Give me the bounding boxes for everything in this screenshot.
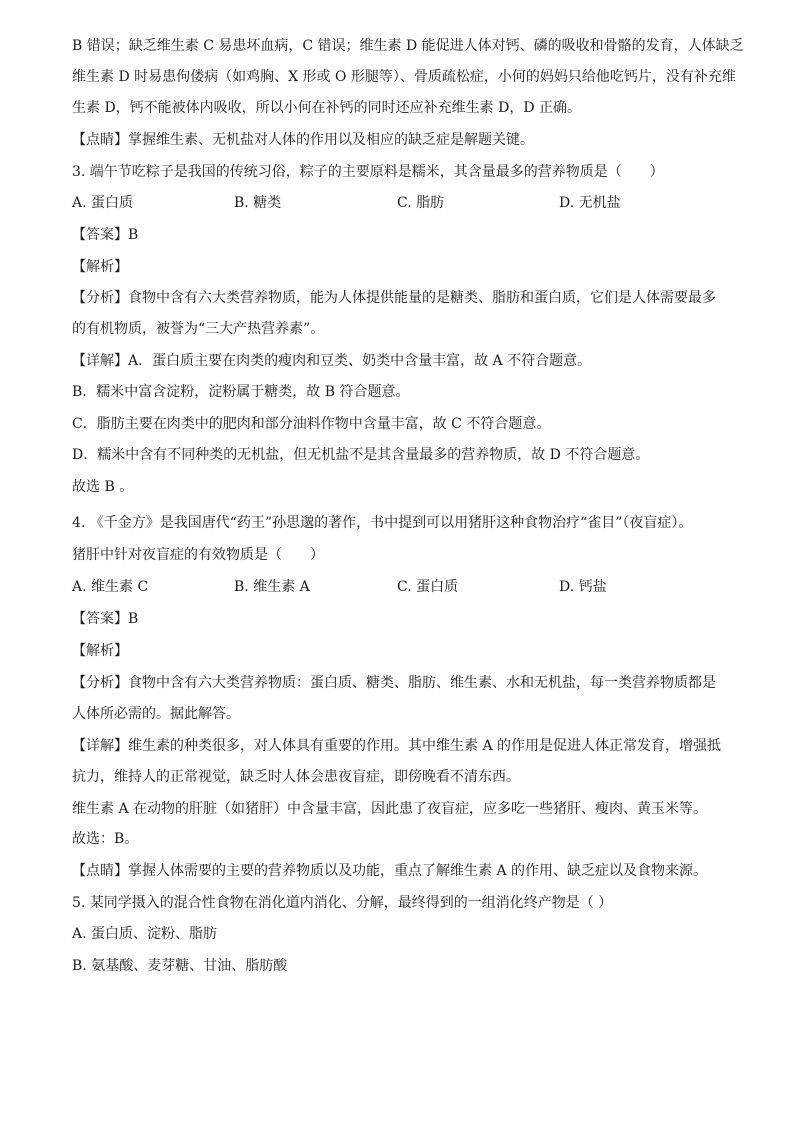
option-c: C. 蛋白质 xyxy=(397,579,459,595)
option-a: A. 蛋白质 xyxy=(72,195,134,211)
option-d: D. 无机盐 xyxy=(559,195,621,211)
option-a: A. 蛋白质、淀粉、脂肪 xyxy=(72,926,218,942)
document-page xyxy=(72,0,744,1123)
text-line: 维生素 A 在动物的肝脏（如猪肝）中含量丰富，因此患了夜盲症，应多吃一些猪肝、瘦肉、黄玉米等。 xyxy=(72,801,708,817)
dianjing-note: 【点睛】掌握维生素、无机盐对人体的作用以及相应的缺乏症是解题关键。 xyxy=(72,132,534,148)
text-line: 故选 B 。 xyxy=(72,479,134,495)
text-line: 【分析】食物中含有六大类营养物质，能为人体提供能量的是糖类、脂肪和蛋白质，它们是人体需要最多 xyxy=(72,290,716,306)
option-b: B. 氨基酸、麦芽糖、甘油、脂肪酸 xyxy=(72,958,288,974)
question-4-options xyxy=(72,577,732,597)
text-line: B．糯米中富含淀粉，淀粉属于糖类，故 B 符合题意。 xyxy=(72,384,410,400)
text-line: 【分析】食物中含有六大类营养物质：蛋白质、糖类、脂肪、维生素、水和无机盐，每一类营养物质都是 xyxy=(72,675,716,691)
option-b: B. 维生素 A xyxy=(234,579,310,595)
question-3: 3. 端午节吃粽子是我国的传统习俗，粽子的主要原料是糯米，其含量最多的营养物质是（ ） xyxy=(72,164,664,180)
text-line: 故选：B。 xyxy=(72,831,139,847)
text-line: B 错误；缺乏维生素 C 易患坏血病，C 错误；维生素 D 能促进人体对钙、磷的吸收和骨骼的发育，人体缺乏 xyxy=(72,38,744,54)
analysis-label: 【解析】 xyxy=(72,643,128,659)
text-line: 【详解】维生素的种类很多，对人体具有重要的作用。其中维生素 A 的作用是促进人体正常发育，增强抵 xyxy=(72,738,722,754)
text-line: 人体所必需的。据此解答。 xyxy=(72,706,240,722)
option-d: D. 钙盐 xyxy=(559,579,607,595)
text-line: 【详解】A．蛋白质主要在肉类的瘦肉和豆类、奶类中含量丰富，故 A 不符合题意。 xyxy=(72,353,592,369)
question-3-options xyxy=(72,193,732,213)
text-line: 维生素 D 时易患佝偻病（如鸡胸、X 形或 O 形腿等）、骨质疏松症，小何的妈妈只给他吃钙片，没有补充维 xyxy=(72,69,736,85)
text-line: 抗力，维持人的正常视觉，缺乏时人体会患夜盲症，即傍晚看不清东西。 xyxy=(72,769,520,785)
option-a: A. 维生素 C xyxy=(72,579,149,595)
question-4: 4. 《千金方》是我国唐代“药王”孙思邈的著作，书中提到可以用猪肝这种食物治疗“雀目”（夜盲症）。 xyxy=(72,515,693,531)
dianjing-note: 【点睛】掌握人体需要的主要的营养物质以及功能，重点了解维生素 A 的作用、缺乏症以及食物来源。 xyxy=(72,863,708,879)
text-line: C．脂肪主要在肉类中的肥肉和部分油料作物中含量丰富，故 C 不符合题意。 xyxy=(72,416,551,432)
text-line: D．糯米中含有不同种类的无机盐，但无机盐不是其含量最多的营养物质，故 D 不符合题意。 xyxy=(72,447,650,463)
analysis-label: 【解析】 xyxy=(72,259,128,275)
text-line: 生素 D，钙不能被体内吸收，所以小何在补钙的同时还应补充维生素 D，D 正确。 xyxy=(72,100,582,116)
option-c: C. 脂肪 xyxy=(397,195,445,211)
text-line: 的有机物质，被誉为“三大产热营养素”。 xyxy=(72,321,325,337)
text-line: 猪肝中针对夜盲症的有效物质是（ ） xyxy=(72,547,324,563)
answer-label: 【答案】B xyxy=(72,611,139,627)
question-5: 5. 某同学摄入的混合性食物在消化道内消化、分解，最终得到的一组消化终产物是（ ） xyxy=(72,895,613,911)
answer-label: 【答案】B xyxy=(72,227,139,243)
option-b: B. 糖类 xyxy=(234,195,282,211)
